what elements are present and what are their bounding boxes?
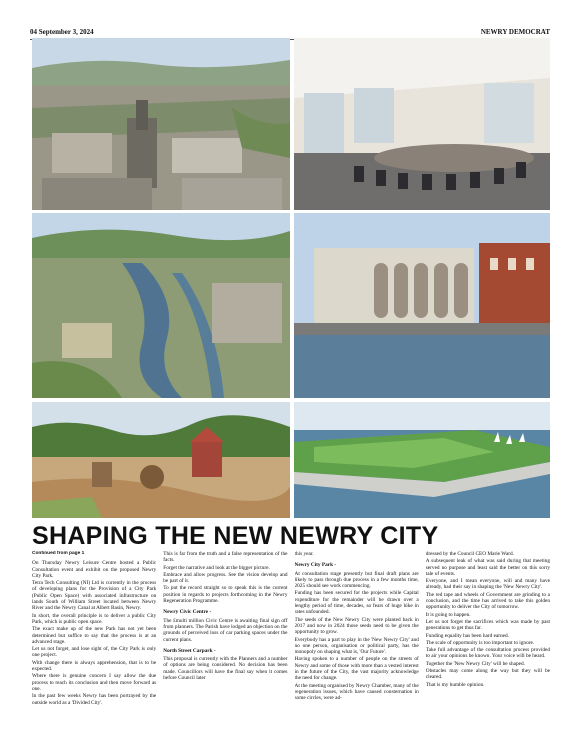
paragraph: Forget the narrative and look at the bigger picture. [163,564,270,571]
paragraph: dressed by the Council CEO Marie Ward. [425,551,514,557]
paragraph: The red tape and wheels of Government are grinding to a conclusion, and the time has arrived to take this golden opportunity to deliver the City of tomorrow. [425,591,550,611]
article-column-2 [163,551,287,731]
photo-aerial-town [32,38,290,210]
paragraph: On Thursday Newry Leisure Centre hosted a Public Consultation event and exhibit on the proposed Newry City Park. [32,560,157,579]
publication-name: NEWRY DEMOCRAT [480,28,550,36]
paragraph: Funding has been secured for the projects while Capital expenditure for the remainder will be drawn over a lengthy period of time, decades, so fears of huge hike in rates unfounded. [294,590,419,616]
paragraph: In the past few weeks Newry has been portrayed by the outside world as a 'Divided City'. [32,693,157,706]
paragraph: To put the record straight so to speak this is the current position in regards to projects forthcoming in the Newry Regeneration Programme. [163,585,288,605]
paragraph: A subsequent leak of what was said during that meeting served no purpose and least said the better on this sorry tale of events. [425,558,550,577]
article-column-3 [295,551,419,731]
paragraph: That is my humble opinion. [425,681,485,688]
paragraph: this year. [294,551,314,557]
paragraph: It is going to happen. [425,611,471,618]
paragraph: This is far from the truth and a false representation of the facts. [163,551,288,564]
paragraph: Where there is genuine concern I say allow the due process to reach its conclusion and then move forward as one. [32,673,157,692]
paragraph: Take full advantage of the consultation process provided to air your opinions be known. Your voice will be heard. [425,647,550,660]
main-headline: SHAPING THE NEW NEWRY CITY [32,522,439,550]
paragraph: The £multi million Civic Centre is awaiting final sign off from planners. The Parish have lodged an objection on the grounds of perceived loss of car parking spaces under the current plans. [163,617,288,643]
paragraph: Obstacles may come along the way but they will be cleared. [425,668,550,681]
paragraph: Let us not forget the sacrifices which was made by past generations to get thus far. [425,618,550,632]
article-body [32,551,550,731]
paragraph: In short, the overall principle is to deliver a public City Park, which is public open space. [32,612,157,625]
paragraph: Let us not forget, and lose sight of, the City Park is only one project. [32,646,157,659]
paragraph: The scale of opportunity is too important to ignore. [425,639,535,646]
paragraph: The exact make up of the new Park has not yet been determined but suffice to say that the process is at an advanced stage. [32,626,157,645]
continued-note: Continued from page 1 [32,551,85,556]
paragraph: At the meeting organised by Newry Chamber, many of the regeneration issues, which have caused consternation in some circles, were ad- [294,682,419,702]
subheading: North Street Carpark - [163,647,216,654]
photo-civic-centre [294,213,550,398]
paragraph: Having spoken to a number of people on the streets of Newry and some of those with more than a vested interest in the future of the City, the vast majority acknowledge the need for change. [294,656,419,682]
paragraph: Funding equality has been hard earned. [425,632,510,639]
article-column-4 [426,551,550,731]
photo-waterfront-park [294,402,550,518]
paragraph: Embrace and allow progress. See the vision develop and be part of it. [163,571,288,585]
paragraph: The seeds of the New Newry City were planted back in 2017 and now in 2024 those seeds need to be given the opportunity to grow. [294,616,419,636]
paragraph: Tetra Tech Consulting (NI) Ltd is currently in the process of developing plans for the Provision of a City Park (Public Open Space) with associated infrastructure on lands South of William Street located between Newry River and the Newry Canal at Albert Basin, Newry. [32,580,157,612]
photo-aerial-river [32,213,290,398]
article-column-1 [32,551,156,731]
page-date: 04 September 3, 2024 [30,28,94,36]
photo-council-chamber [294,38,550,210]
photo-playground [32,402,290,518]
paragraph: Everybody has a part to play in the 'New Newry City' and no one person, organisation or political party, has the monopoly on shaping what is, 'Our Future'. [294,636,419,656]
subheading: Newry Civic Centre - [163,609,212,616]
subheading: Newry City Park - [294,562,337,569]
paragraph: Together the 'New Newry City' will be shaped. [425,660,525,667]
paragraph: This proposal is currently with the Planners and a number of options are being considered. No decision has been made. Councillors will have the final say when it comes before Council later [163,656,288,682]
paragraph: With change there is always apprehension, that is to be expected. [32,659,157,673]
paragraph: Everyone, and I mean everyone, will and many have already, had their say in shaping the 'New Newry City'. [425,578,550,591]
paragraph: At consultation stage presently but final draft plans are likely to pass through due process in a few months time, 2025 should see work commencing. [294,570,419,590]
